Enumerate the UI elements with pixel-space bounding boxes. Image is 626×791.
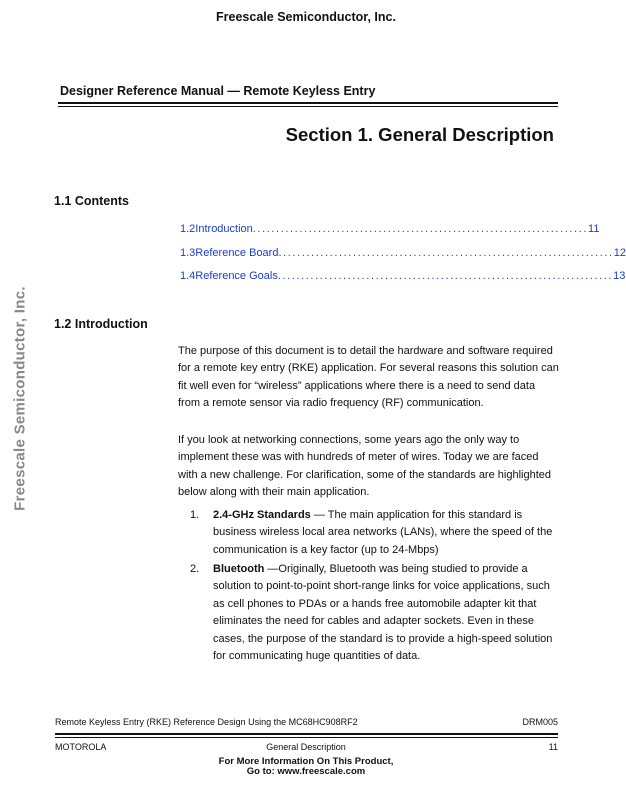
list-text <box>213 561 560 665</box>
intro-paragraph: If you look at networking connections, some years ago the only way to implement these was with hundreds of meter of wires. Today we are faced with a new challenge. For clarification, some of the standards are highlighted below along with their main application. <box>178 434 551 499</box>
toc-num: 1.4 <box>180 270 196 282</box>
toc-label: Reference Goals <box>195 270 278 282</box>
contents-heading: 1.1 Contents <box>54 194 130 208</box>
footer-company: MOTOROLA <box>55 742 107 752</box>
list-num: 2. <box>190 563 200 575</box>
toc-num: 1.2 <box>180 223 196 235</box>
header-banner: Freescale Semiconductor, Inc. <box>216 10 396 24</box>
list-item <box>190 507 560 559</box>
footer-rule-thin <box>55 737 558 738</box>
more-info-line: For More Information On This Product, <box>218 756 394 767</box>
toc-label: Reference Board <box>195 247 279 259</box>
list-body: — The main application for this standard is business wireless local area networks (LANs), where the speed of the communication is a key factor (up to 24-Mbps) <box>213 509 553 556</box>
footer-page: 11 <box>548 742 558 752</box>
intro-paragraph: The purpose of this document is to detail the hardware and software required for a remote key entry (RKE) application. For several reasons this solution can fit well even for “wireless” applications where there is a need to send data from a remote sensor via radio frequency (RF) communication. <box>178 345 559 410</box>
side-banner: Freescale Semiconductor, Inc. <box>11 286 29 511</box>
list-body: —Originally, Bluetooth was being studied to provide a solution to point-to-point short-range links for voice applications, such as cell phones to PDAs or a hands free automobile adapter kit that eliminates the need for cables and adapter sockets. Even in these cases, the purpose of the standard is to provide a high-speed solution for communicating huge quantities of data. <box>213 563 553 663</box>
manual-title: Designer Reference Manual — Remote Keyless Entry <box>60 84 376 98</box>
more-info <box>0 757 612 777</box>
footer-doc-title: Remote Keyless Entry (RKE) Reference Design Using the MC68HC908RF2 <box>55 717 358 727</box>
section-title: Section 1. General Description <box>285 124 554 145</box>
footer-chapter: General Description <box>266 742 346 752</box>
footer-rule <box>55 733 558 735</box>
toc-leader: ........................................................................ <box>277 270 614 282</box>
toc-leader: ........................................................................ <box>278 247 614 259</box>
toc-label: Introduction <box>195 223 253 235</box>
header-rule-thin <box>58 106 558 107</box>
toc-leader: ........................................................................ <box>252 223 589 235</box>
toc-page: 13 <box>613 270 626 282</box>
toc-page: 12 <box>613 247 626 259</box>
toc-entry[interactable] <box>180 222 600 236</box>
intro-heading: 1.2 Introduction <box>54 317 148 331</box>
list-item <box>190 561 560 665</box>
more-info-link[interactable]: Go to: www.freescale.com <box>246 766 366 777</box>
footer-doc-id: DRM005 <box>522 717 558 727</box>
list-term: Bluetooth <box>213 563 265 575</box>
header-rule <box>58 102 558 104</box>
toc-entry[interactable] <box>180 246 626 260</box>
toc-page: 11 <box>588 223 600 235</box>
list-term: 2.4-GHz Standards <box>213 509 311 521</box>
list-num: 1. <box>190 509 200 521</box>
toc-entry[interactable] <box>180 269 626 283</box>
list-text <box>213 507 560 559</box>
toc-num: 1.3 <box>180 247 196 259</box>
